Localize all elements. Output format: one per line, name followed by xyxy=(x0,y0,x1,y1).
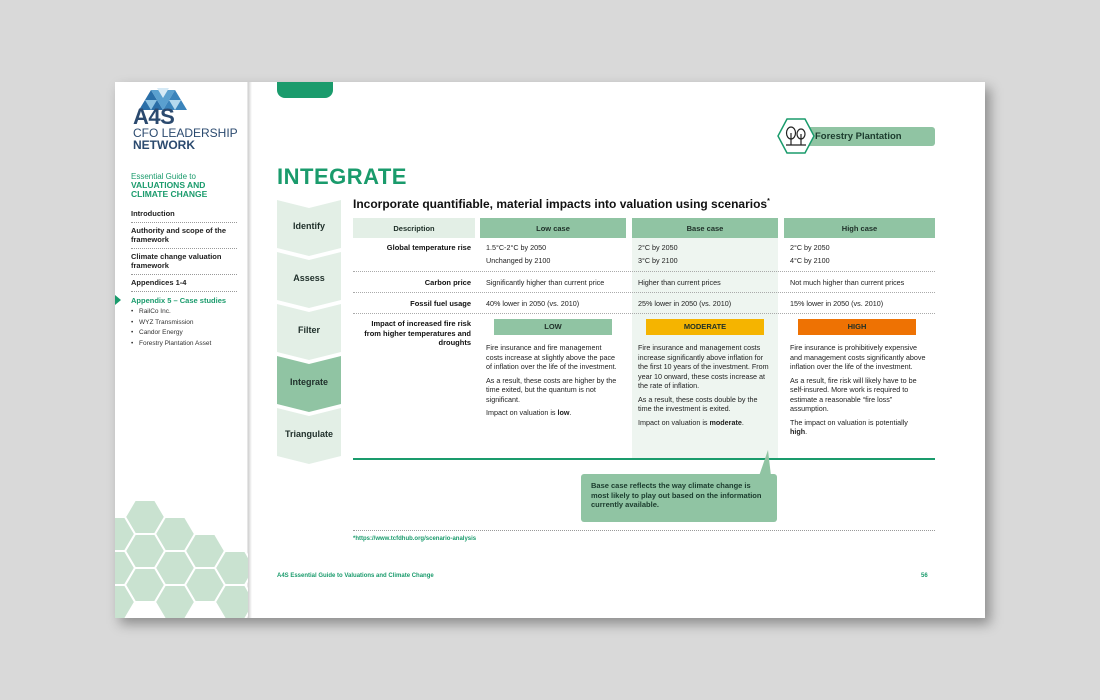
guide-small: Essential Guide to xyxy=(131,172,196,181)
cell-low: 40% lower in 2050 (vs. 2010) xyxy=(486,299,580,308)
scenario-table xyxy=(353,218,935,456)
footer-title: A4S Essential Guide to Valuations and Climate Change xyxy=(277,573,434,579)
table-row-fire-risk xyxy=(353,314,935,456)
cell-low xyxy=(480,243,626,265)
cell-paragraph: As a result, these costs are higher by the time exited, but the quantum is not significant. xyxy=(486,375,617,404)
row-label: Carbon price xyxy=(424,278,471,287)
table-row-temperature xyxy=(353,238,935,272)
hexagon-pattern-icon xyxy=(115,500,248,618)
text: . xyxy=(805,427,808,436)
impact-badge-low: LOW xyxy=(494,319,612,335)
header-low-case: Low case xyxy=(480,218,626,238)
footnote-divider xyxy=(353,530,935,531)
text-bold: low xyxy=(557,408,570,417)
cell-base: Higher than current prices xyxy=(638,278,721,287)
sidebar xyxy=(115,82,248,618)
subtitle-text: Incorporate quantifiable, material impacts into valuation using scenarios xyxy=(353,197,768,211)
logo-text xyxy=(133,106,238,151)
step-integrate[interactable] xyxy=(277,356,341,408)
cell-paragraph xyxy=(790,418,927,437)
text: . xyxy=(741,417,744,427)
page-title: INTEGRATE xyxy=(277,164,407,189)
cell-line: 3°C by 2100 xyxy=(638,255,678,265)
step-identify[interactable] xyxy=(277,200,341,252)
cell-paragraph xyxy=(486,408,618,418)
case-study-item[interactable]: • WYZ Transmission xyxy=(131,318,237,329)
cell-paragraph: Fire insurance is prohibitively expensive and management costs significantly above inflation over the life of the investment. xyxy=(790,343,926,371)
text: Impact on valuation is xyxy=(638,417,710,427)
cell-low xyxy=(480,319,626,422)
cell-line: 2°C by 2050 xyxy=(790,243,830,252)
document-page xyxy=(115,82,985,618)
base-case-callout: Base case reflects the way climate change is most likely to play out based on the information currently available. xyxy=(581,474,777,522)
cell-paragraph: As a result, these costs double by the time the investment is exited. xyxy=(638,394,758,413)
cell-line: 1.5°C-2°C by 2050 xyxy=(486,243,547,252)
nav-item-appendices[interactable]: Appendices 1-4 xyxy=(131,275,237,292)
nav-item-framework[interactable]: Climate change valuation framework xyxy=(131,249,237,275)
text-bold: high xyxy=(790,427,806,436)
cell-paragraph xyxy=(638,418,770,428)
page-spine xyxy=(248,82,252,618)
cell-base xyxy=(632,319,778,431)
header-base-case: Base case xyxy=(632,218,778,238)
cell-high xyxy=(784,243,935,265)
row-label: Impact of increased fire risk from higher temperatures and droughts xyxy=(364,319,471,347)
table-header xyxy=(353,218,935,238)
impact-badge-moderate: MODERATE xyxy=(646,319,764,335)
header-high-case: High case xyxy=(784,218,935,238)
nav-item-case-studies[interactable] xyxy=(131,292,237,305)
step-label: Filter xyxy=(297,325,320,335)
step-triangulate[interactable] xyxy=(277,408,341,460)
case-study-item[interactable]: • Forestry Plantation Asset xyxy=(131,339,237,350)
forestry-label: Forestry Plantation xyxy=(815,131,902,142)
step-label: Integrate xyxy=(289,377,328,387)
cell-line: Unchanged by 2100 xyxy=(486,255,551,265)
case-study-list xyxy=(131,307,237,349)
row-label: Global temperature rise xyxy=(386,243,471,252)
impact-badge-high: HIGH xyxy=(798,319,916,335)
nav-item-authority[interactable]: Authority and scope of the framework xyxy=(131,223,237,249)
forestry-badge xyxy=(777,117,935,155)
cell-high: 15% lower in 2050 (vs. 2010) xyxy=(790,299,884,308)
guide-line2: CLIMATE CHANGE xyxy=(131,189,208,199)
header-description: Description xyxy=(353,218,475,238)
footnote-link[interactable]: *https://www.tcfdhub.org/scenario-analysis xyxy=(353,536,477,542)
text: . xyxy=(569,408,572,417)
text-bold: moderate xyxy=(709,417,742,427)
table-bottom-rule xyxy=(353,458,935,460)
cell-base xyxy=(632,243,778,265)
guide-line1: VALUATIONS AND xyxy=(131,180,206,190)
guide-title xyxy=(131,172,241,199)
cell-paragraph: Fire insurance and management costs increase significantly above inflation for the first 10 years of the investment. From year 10 onward, these costs increase at the rate of inflation. xyxy=(638,343,769,390)
cell-paragraph: Fire insurance and fire management costs increase at slightly above the pace of inflation over the life of the investment. xyxy=(486,343,617,371)
cell-high xyxy=(784,319,935,441)
cell-base: 25% lower in 2050 (vs. 2010) xyxy=(638,299,732,308)
sidebar-nav xyxy=(131,206,237,349)
page-number: 56 xyxy=(921,573,928,579)
text: The impact on valuation is potentially xyxy=(790,417,908,427)
step-assess[interactable] xyxy=(277,252,341,304)
logo-network: NETWORK xyxy=(133,138,195,152)
case-study-item[interactable]: • RailCo Inc. xyxy=(131,307,237,318)
table-row-fossil xyxy=(353,293,935,314)
nav-active-label: Appendix 5 – Case studies xyxy=(131,296,227,305)
subtitle-footnote-mark: * xyxy=(767,198,770,205)
nav-item-introduction[interactable]: Introduction xyxy=(131,206,237,223)
step-label: Triangulate xyxy=(284,429,333,439)
cell-paragraph: As a result, fire risk will likely have to be self-insured. More work is required to estimate a reasonable “fire loss” assumption. xyxy=(790,375,917,413)
step-filter[interactable] xyxy=(277,304,341,356)
trees-icon xyxy=(777,117,815,155)
text: Impact on valuation is xyxy=(486,408,558,417)
cell-low: Significantly higher than current price xyxy=(486,278,605,287)
page-subtitle xyxy=(353,197,770,211)
active-marker-icon xyxy=(115,295,121,305)
cell-line: 4°C by 2100 xyxy=(790,255,830,265)
callout-pointer xyxy=(759,450,771,476)
cell-high: Not much higher than current prices xyxy=(790,278,905,287)
step-label: Identify xyxy=(292,221,325,231)
logo-cfo: CFO LEADERSHIP xyxy=(133,126,238,140)
process-steps xyxy=(277,200,341,460)
case-study-item[interactable]: • Candor Energy xyxy=(131,328,237,339)
logo-a4s: A4S xyxy=(133,104,175,129)
cell-line: 2°C by 2050 xyxy=(638,243,678,252)
step-label: Assess xyxy=(293,273,325,283)
row-label: Fossil fuel usage xyxy=(410,299,471,308)
table-row-carbon xyxy=(353,272,935,293)
section-tab xyxy=(277,82,333,98)
